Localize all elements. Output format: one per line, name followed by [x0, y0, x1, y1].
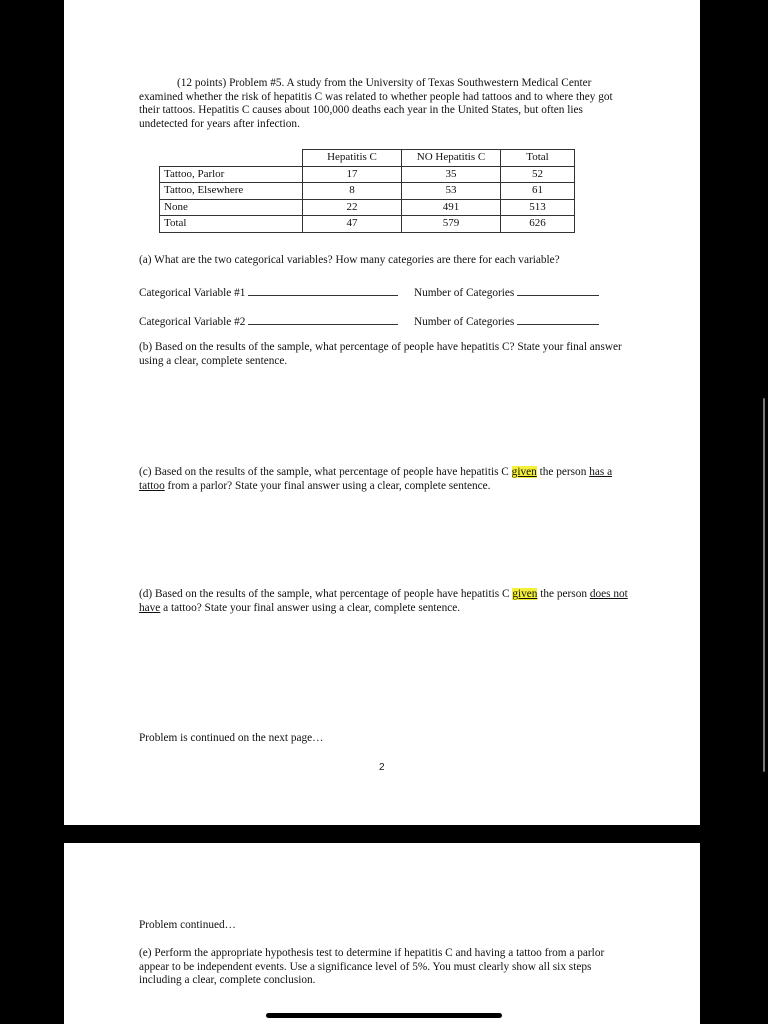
num-categories-2-label: Number of Categories — [413, 316, 515, 328]
num-categories-2-blank[interactable] — [517, 313, 599, 325]
table-cell: 47 — [303, 216, 402, 233]
question-d — [139, 588, 629, 615]
table-cell: 52 — [501, 166, 575, 183]
cat-var-2-blank[interactable] — [248, 313, 398, 325]
cat-var-1-label: Categorical Variable #1 — [139, 287, 246, 299]
given-highlight: given — [512, 588, 538, 600]
scrollbar[interactable] — [763, 398, 765, 772]
question-c-text: the person — [536, 466, 590, 478]
continued-heading: Problem continued… — [139, 919, 236, 931]
continued-note: Problem is continued on the next page… — [139, 732, 324, 744]
question-c-text: from a parlor? State your final answer using a clear, complete sentence. — [164, 479, 491, 492]
num-categories-1-label: Number of Categories — [413, 287, 515, 299]
table-cell: 579 — [402, 216, 501, 233]
table-cell: 491 — [402, 199, 501, 216]
table-cell: 8 — [303, 183, 402, 200]
question-d-text: a tattoo? State your final answer using a clear, complete sentence. — [160, 601, 461, 614]
page-number: 2 — [379, 762, 385, 773]
question-c-text: (c) Based on the results of the sample, what percentage of people have hepatitis C — [139, 466, 512, 478]
home-indicator[interactable] — [266, 1013, 502, 1018]
question-e: (e) Perform the appropriate hypothesis test to determine if hepatitis C and having a tattoo from a parlor appear to be independent events. Use a significance level of 5%. You must clearly show all six steps including a clear, complete conclusion. — [139, 947, 605, 986]
answer-row-1 — [139, 284, 599, 299]
contingency-table — [159, 149, 575, 233]
row-label: Total — [160, 216, 303, 233]
document-page-1 — [64, 0, 700, 825]
row-label: None — [160, 199, 303, 216]
table-row — [160, 183, 575, 200]
table-row — [160, 216, 575, 233]
table-header: NO Hepatitis C — [402, 150, 501, 167]
row-label: Tattoo, Elsewhere — [160, 183, 303, 200]
table-cell: 53 — [402, 183, 501, 200]
does-not-have-underline: does not have — [139, 588, 628, 614]
question-b: (b) Based on the results of the sample, what percentage of people have hepatitis C? State your final answer using a clear, complete sentence. — [139, 341, 622, 367]
cat-var-1-blank[interactable] — [248, 284, 398, 296]
problem-intro: (12 points) Problem #5. A study from the University of Texas Southwestern Medical Center examined whether the risk of hepatitis C was related to whether people had tattoos and to where they got their tattoos. Hepatitis C causes about 100,000 deaths each year in the United States, but often lies undetected for years after infection. — [139, 77, 613, 130]
table-cell: 61 — [501, 183, 575, 200]
table-cell: 22 — [303, 199, 402, 216]
question-a: (a) What are the two categorical variables? How many categories are there for each variable? — [139, 254, 560, 266]
document-page-2 — [64, 843, 700, 1024]
question-c — [139, 466, 629, 493]
row-label: Tattoo, Parlor — [160, 166, 303, 183]
answer-row-2 — [139, 313, 599, 328]
table-row — [160, 199, 575, 216]
has-a-tattoo-underline: has a tattoo — [139, 466, 613, 492]
table-cell: 513 — [501, 199, 575, 216]
cat-var-2-label: Categorical Variable #2 — [139, 316, 246, 328]
question-d-text: the person — [537, 588, 590, 600]
table-cell: 17 — [303, 166, 402, 183]
question-d-text: (d) Based on the results of the sample, what percentage of people have hepatitis C — [139, 588, 513, 600]
table-header: Hepatitis C — [303, 150, 402, 167]
table-header-row — [160, 150, 575, 167]
given-highlight: given — [511, 466, 537, 478]
table-header: Total — [501, 150, 575, 167]
table-cell: 35 — [402, 166, 501, 183]
table-row — [160, 166, 575, 183]
table-cell: 626 — [501, 216, 575, 233]
num-categories-1-blank[interactable] — [517, 284, 599, 296]
